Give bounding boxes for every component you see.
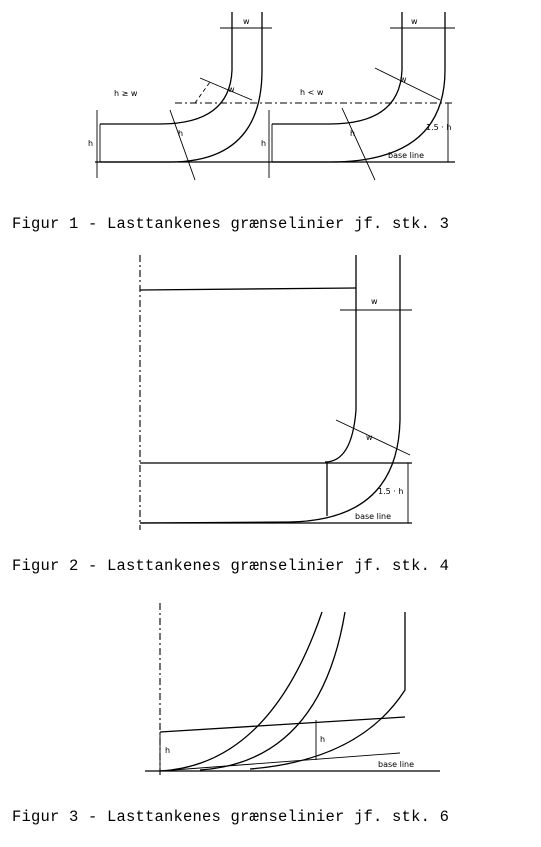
fig1-h-measure-right	[342, 108, 375, 180]
figure-2-drawing	[140, 255, 412, 530]
fig3-label-h-left: h	[165, 746, 171, 755]
fig3-label-base-line: base line	[378, 760, 415, 769]
fig1-label-h-left: h	[88, 139, 94, 148]
fig2-hull	[140, 255, 400, 523]
fig1-label-w-left: w	[243, 17, 250, 26]
fig1-label-h-diag-left: h	[178, 129, 184, 138]
fig1-label-h-lt-w: h < w	[300, 88, 324, 97]
fig1-label-base-line: base line	[388, 151, 425, 160]
fig2-inner-boundary	[325, 255, 356, 462]
fig3-label-h-right: h	[320, 735, 326, 744]
fig1-label-w-diag-left: w	[228, 85, 235, 94]
fig1-w-measure-left	[200, 78, 252, 100]
fig2-label-one-five-h: 1.5 · h	[378, 487, 404, 496]
fig1-right-hull	[272, 12, 445, 162]
figure-2-caption: Figur 2 - Lasttankenes grænselinier jf. stk. 4	[12, 557, 450, 575]
fig3-hull	[250, 612, 405, 769]
fig1-label-h-diag-right: h	[350, 129, 356, 138]
fig2-label-w-diag: w	[366, 433, 373, 442]
figure-3-drawing	[145, 603, 440, 775]
figure-3-caption: Figur 3 - Lasttankenes grænselinier jf. stk. 6	[12, 808, 450, 826]
fig1-left-inner-boundary	[100, 12, 232, 124]
fig1-label-w-right: w	[411, 17, 418, 26]
fig1-label-w-diag-right: w	[400, 75, 407, 84]
fig3-curve-2	[200, 612, 345, 770]
fig1-dashed-offset	[195, 82, 210, 103]
figure-1-drawing	[88, 12, 455, 180]
fig2-label-w: w	[371, 297, 378, 306]
fig1-right-inner-boundary	[272, 12, 402, 124]
fig2-label-base-line: base line	[355, 512, 392, 521]
fig3-rise-line	[160, 753, 400, 771]
fig1-w-measure-right	[375, 68, 440, 100]
fig1-label-one-five-h: 1.5 · h	[426, 123, 452, 132]
figure-1-caption: Figur 1 - Lasttankenes grænselinier jf. stk. 3	[12, 215, 450, 233]
fig1-label-h-right: h	[261, 139, 267, 148]
fig3-curve-1	[160, 612, 322, 771]
fig1-label-h-ge-w: h ≥ w	[114, 89, 138, 98]
fig2-top-boundary	[140, 288, 356, 290]
